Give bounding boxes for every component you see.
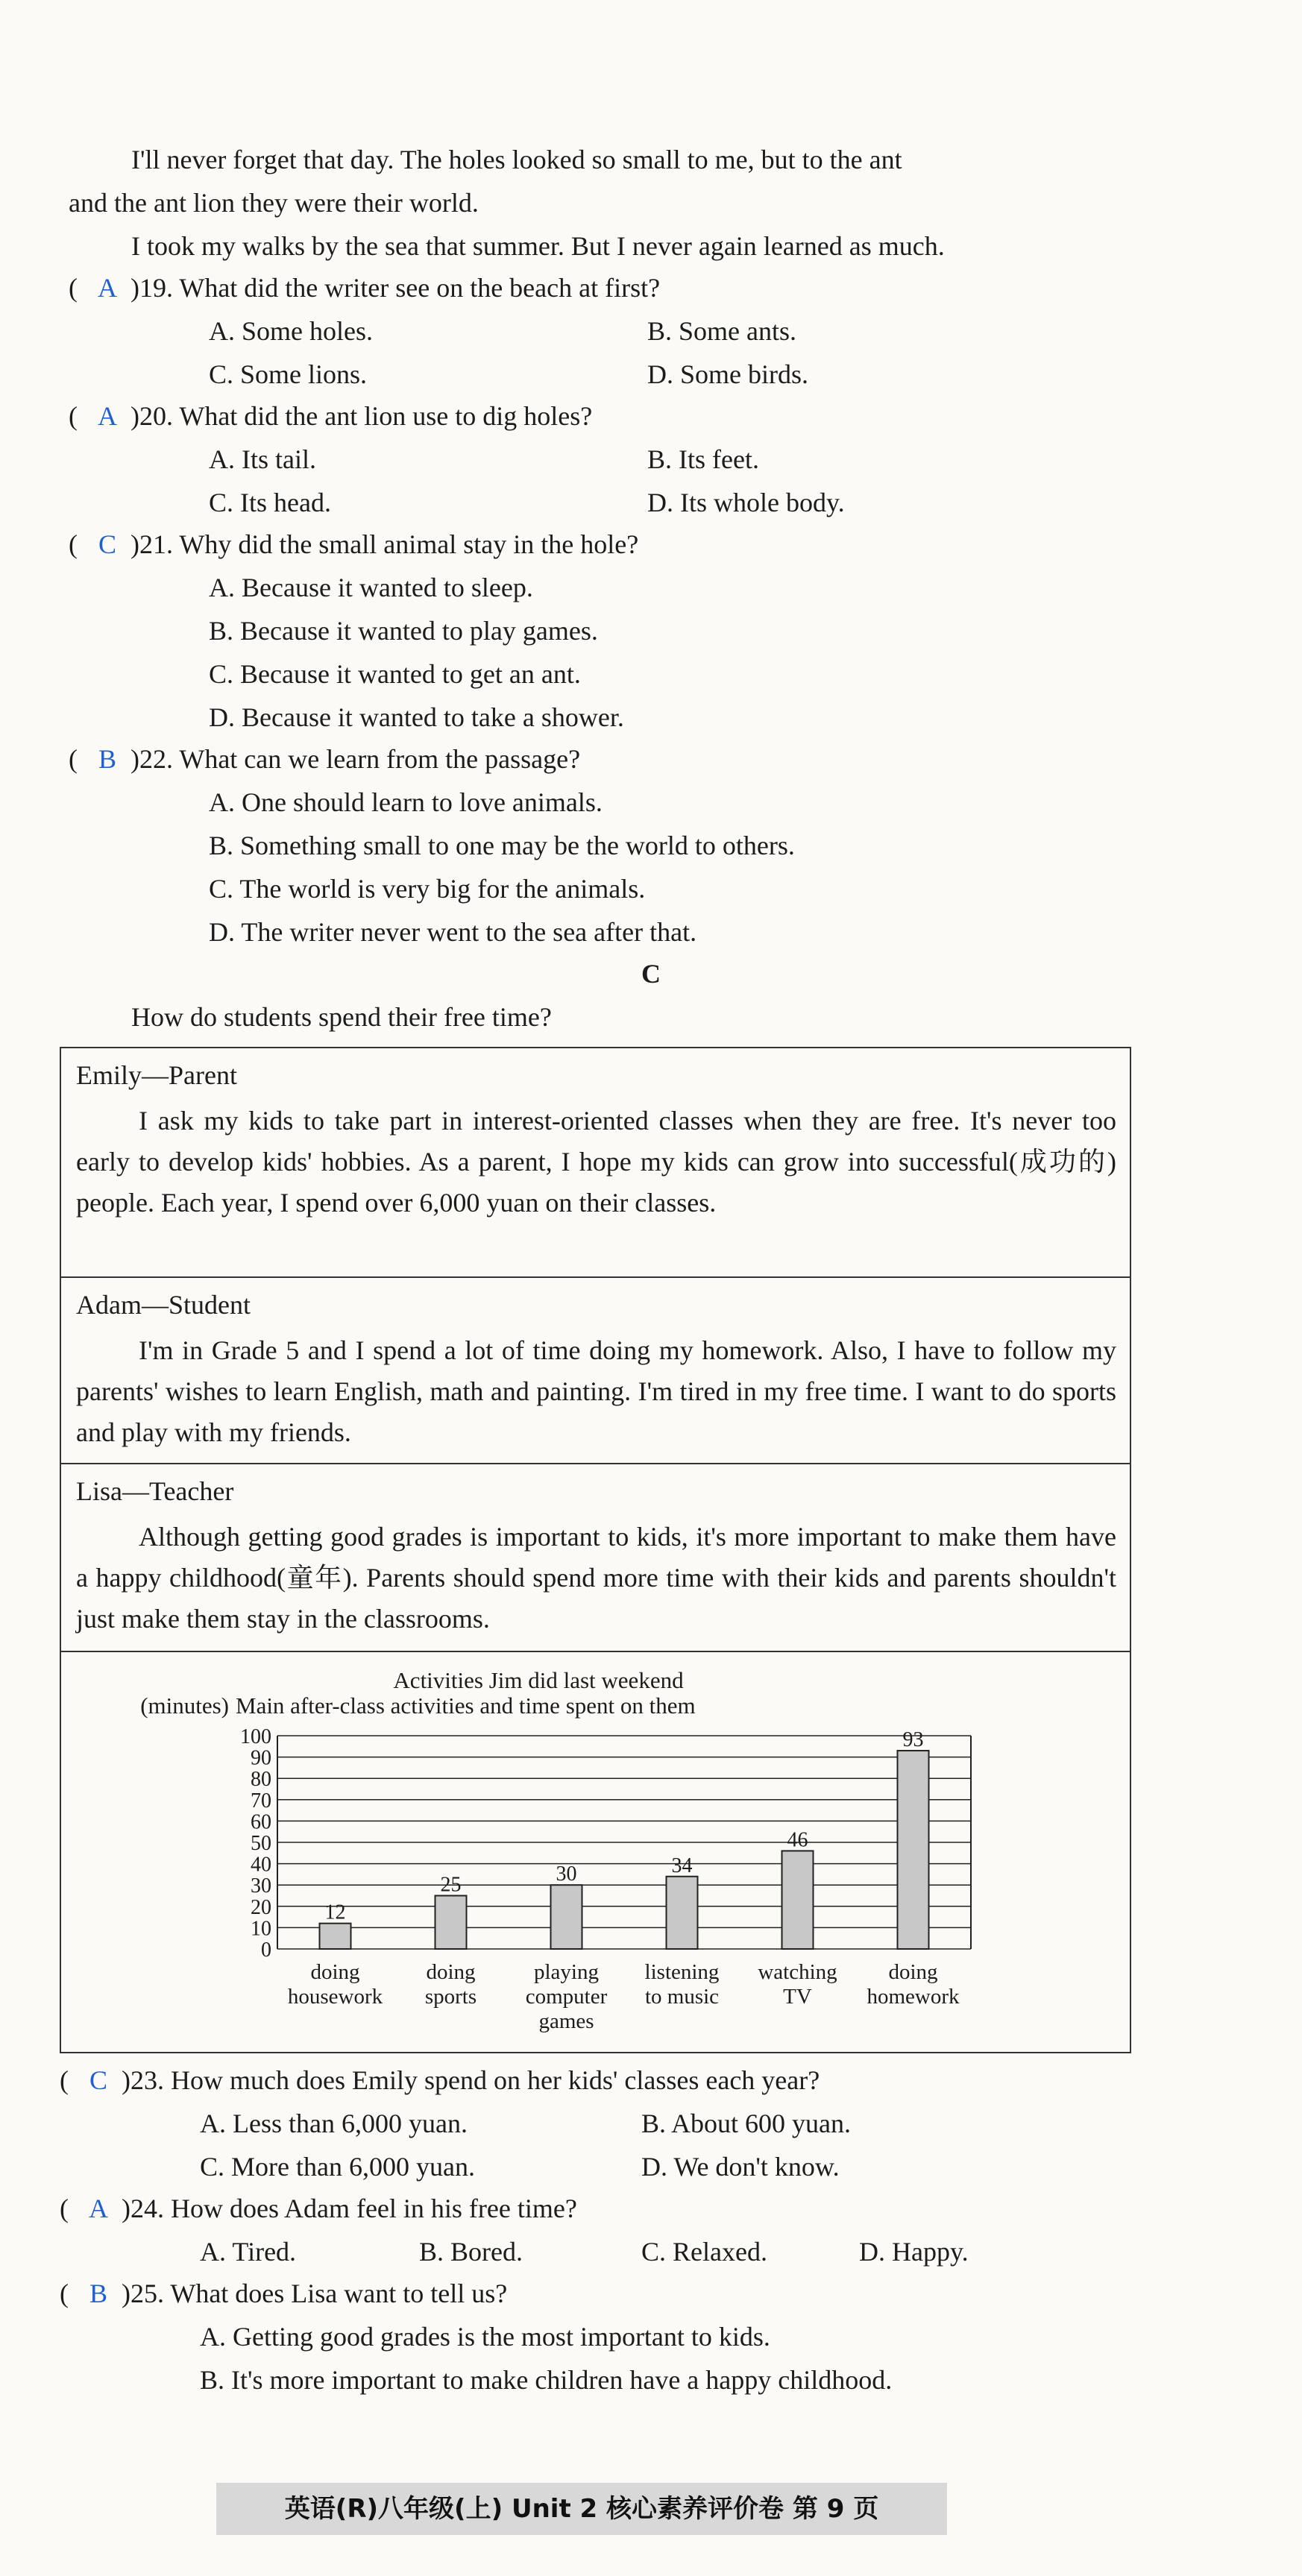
answer-25: B xyxy=(89,2279,107,2308)
intro-paragraph-2: I took my walks by the sea that summer. But I never again learned as much. xyxy=(131,231,945,261)
question-23-stem: )23. How much does Emily spend on her kids' classes each year? xyxy=(122,2065,820,2095)
option-19-b: B. Some ants. xyxy=(647,316,797,346)
bar-0 xyxy=(320,1924,351,1949)
bar-value-label: 34 xyxy=(671,1854,693,1877)
x-tick-label: games xyxy=(538,2009,594,2033)
bar-value-label: 46 xyxy=(787,1828,808,1852)
opinion-emily xyxy=(61,1048,1130,1278)
answer-22: B xyxy=(98,744,116,774)
option-25-a: A. Getting good grades is the most important to kids. xyxy=(200,2322,770,2352)
answer-21: C xyxy=(98,529,116,559)
question-19: ( A )19. What did the writer see on the beach at first? xyxy=(69,273,661,303)
answer-19: A xyxy=(98,273,117,303)
question-22-stem: )22. What can we learn from the passage? xyxy=(130,744,581,774)
x-tick-label: sports xyxy=(424,1985,477,2009)
chart-subtitle: Main after-class activities and time spent on them xyxy=(236,1692,696,1719)
question-23: ( C )23. How much does Emily spend on her kids' classes each year? xyxy=(60,2065,820,2095)
opinion-emily-text: I ask my kids to take part in interest-oriented classes when they are free. It's never too early to develop kids' hobbies. As a parent, I hope my kids can grow into successful(成功的) people. Each year, I spend over 6,000 yuan on their classes. xyxy=(76,1106,1116,1218)
answer-20: A xyxy=(98,401,117,431)
question-24-stem: )24. How does Adam feel in his free time? xyxy=(122,2194,577,2223)
x-tick-label: listening xyxy=(644,1960,720,1984)
question-20: ( A )20. What did the ant lion use to dig holes? xyxy=(69,401,593,431)
intro-line-1: I'll never forget that day. The holes looked so small to me, but to the ant xyxy=(131,145,902,174)
option-20-b: B. Its feet. xyxy=(647,444,759,474)
opinions-box xyxy=(60,1047,1131,2053)
option-23-a: A. Less than 6,000 yuan. xyxy=(200,2109,468,2138)
chart-cell xyxy=(61,1652,1130,2052)
question-21-stem: )21. Why did the small animal stay in the hole? xyxy=(130,529,639,559)
intro-line-2: and the ant lion they were their world. xyxy=(69,188,479,218)
opinion-lisa-text: Although getting good grades is important to kids, it's more important to make them have a happy childhood(童年). Parents should spend more time with their kids and parents shouldn't just make them stay in the classrooms. xyxy=(76,1522,1116,1634)
x-tick-label: watching xyxy=(758,1960,837,1984)
option-20-d: D. Its whole body. xyxy=(647,488,845,517)
option-22-c: C. The world is very big for the animals. xyxy=(209,874,646,904)
x-tick-label: doing xyxy=(310,1960,360,1984)
bar-value-label: 93 xyxy=(902,1728,924,1752)
bar-value-label: 30 xyxy=(556,1862,577,1886)
y-tick-label: 20 xyxy=(251,1895,271,1919)
option-24-c: C. Relaxed. xyxy=(641,2237,767,2267)
x-tick-label: computer xyxy=(525,1985,608,2009)
x-tick-label: homework xyxy=(867,1985,960,2009)
chart-ylabel: (minutes) xyxy=(140,1692,229,1719)
option-22-d: D. The writer never went to the sea after that. xyxy=(209,917,697,947)
option-24-b: B. Bored. xyxy=(419,2237,523,2267)
y-tick-label: 100 xyxy=(240,1725,271,1748)
y-tick-label: 60 xyxy=(251,1810,271,1834)
bar-5 xyxy=(898,1751,929,1949)
option-23-c: C. More than 6,000 yuan. xyxy=(200,2152,475,2182)
y-tick-label: 50 xyxy=(251,1832,271,1855)
y-tick-label: 40 xyxy=(251,1853,271,1877)
chart-title: Activities Jim did last weekend xyxy=(393,1667,684,1693)
question-21: ( C )21. Why did the small animal stay in the hole? xyxy=(69,529,639,559)
section-letter: C xyxy=(641,959,661,989)
option-22-a: A. One should learn to love animals. xyxy=(209,787,603,817)
y-tick-label: 10 xyxy=(251,1917,271,1941)
option-23-d: D. We don't know. xyxy=(641,2152,840,2182)
option-19-c: C. Some lions. xyxy=(209,359,368,389)
x-tick-label: housework xyxy=(287,1985,383,2009)
bar-value-label: 12 xyxy=(324,1900,346,1924)
y-tick-label: 70 xyxy=(251,1789,271,1813)
bar-1 xyxy=(435,1896,467,1950)
bar-2 xyxy=(551,1885,582,1949)
option-22-b: B. Something small to one may be the world to others. xyxy=(209,831,795,860)
x-tick-label: to music xyxy=(644,1985,720,2009)
option-20-c: C. Its head. xyxy=(209,488,331,517)
y-tick-label: 30 xyxy=(251,1874,271,1898)
question-20-stem: )20. What did the ant lion use to dig holes? xyxy=(130,401,593,431)
bar-value-label: 25 xyxy=(440,1873,462,1897)
option-19-d: D. Some birds. xyxy=(647,359,808,389)
x-tick-label: doing xyxy=(426,1960,476,1984)
bar-3 xyxy=(667,1877,698,1949)
bar-4 xyxy=(782,1851,814,1949)
opinion-lisa-title: Lisa—Teacher xyxy=(76,1476,234,1506)
question-24: ( A )24. How does Adam feel in his free time? xyxy=(60,2194,577,2223)
option-21-a: A. Because it wanted to sleep. xyxy=(209,573,533,602)
question-19-stem: )19. What did the writer see on the beach at first? xyxy=(130,273,661,303)
option-24-d: D. Happy. xyxy=(859,2237,969,2267)
opinion-lisa xyxy=(61,1464,1130,1652)
x-tick-label: doing xyxy=(888,1960,938,1984)
opinion-adam-title: Adam—Student xyxy=(76,1290,251,1320)
question-25-stem: )25. What does Lisa want to tell us? xyxy=(122,2279,508,2308)
section-question: How do students spend their free time? xyxy=(131,1002,552,1032)
answer-24: A xyxy=(89,2194,108,2223)
option-24-a: A. Tired. xyxy=(200,2237,297,2267)
option-21-b: B. Because it wanted to play games. xyxy=(209,616,598,646)
question-22: ( B )22. What can we learn from the passage? xyxy=(69,744,581,774)
x-tick-label: playing xyxy=(534,1960,599,1984)
option-23-b: B. About 600 yuan. xyxy=(641,2109,852,2138)
page-footer: 英语(R)八年级(上) Unit 2 核心素养评价卷 第 9 页 xyxy=(216,2483,947,2535)
y-tick-label: 90 xyxy=(251,1746,271,1770)
x-tick-label: TV xyxy=(783,1985,812,2009)
option-25-b: B. It's more important to make children have a happy childhood. xyxy=(200,2365,893,2395)
option-19-a: A. Some holes. xyxy=(209,316,373,346)
y-tick-label: 80 xyxy=(251,1768,271,1792)
answer-23: C xyxy=(89,2065,107,2095)
y-tick-label: 0 xyxy=(261,1939,271,1962)
bar-chart xyxy=(61,1652,1130,2052)
option-21-d: D. Because it wanted to take a shower. xyxy=(209,702,624,732)
question-25: ( B )25. What does Lisa want to tell us? xyxy=(60,2279,508,2308)
opinion-adam-text: I'm in Grade 5 and I spend a lot of time doing my homework. Also, I have to follow my parents' wishes to learn English, math and painting. I'm tired in my free time. I want to do sports and play with my friends. xyxy=(76,1335,1116,1447)
option-21-c: C. Because it wanted to get an ant. xyxy=(209,659,581,689)
option-20-a: A. Its tail. xyxy=(209,444,316,474)
opinion-emily-title: Emily—Parent xyxy=(76,1060,237,1090)
opinion-adam xyxy=(61,1278,1130,1464)
